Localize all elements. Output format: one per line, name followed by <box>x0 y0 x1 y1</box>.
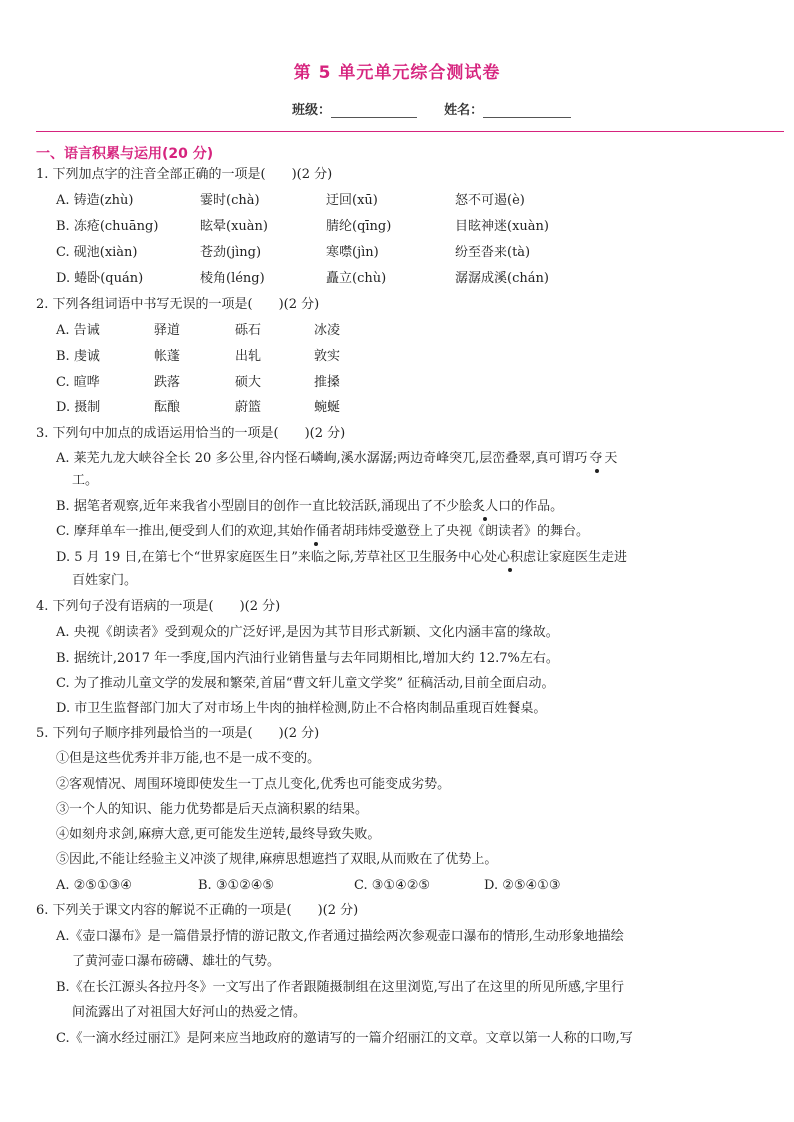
q3-option-a: A. 莱芜九龙大峡谷全长 20 多公里,谷内怪石嶙峋,溪水潺潺;两边奇峰突兀,层峦叠翠,真可谓巧夺天 <box>56 451 620 466</box>
q2-option: 蔚篮 <box>235 400 262 415</box>
q5-sentence: ④如刻舟求剑,麻痹大意,更可能发生逆转,最终导致失败。 <box>56 827 381 842</box>
header-divider <box>36 131 784 132</box>
q3-option-d: D. 5 月 19 日,在第七个“世界家庭医生日”来临之际,芳草社区卫生服务中心处心积虑让家庭医生走进 <box>56 550 628 565</box>
q5-option: B. ③①②④⑤ <box>198 878 275 893</box>
q2-option: 砾石 <box>235 323 262 338</box>
q2-option: 酝酿 <box>154 400 181 415</box>
q2-option: 硕大 <box>235 375 262 390</box>
q1-option: 棱角(léng) <box>200 271 265 286</box>
q1-stem: 1. 下列加点字的注音全部正确的一项是( )(2 分) <box>36 167 333 182</box>
q6-option-c: C.《一滴水经过丽江》是阿来应当地政府的邀请写的一篇介绍丽江的文章。文章以第一人称的口吻,写 <box>56 1031 633 1046</box>
q1-option: 腈纶(qīng) <box>326 219 392 234</box>
class-blank[interactable] <box>331 103 417 118</box>
emphasis-dots: 脍炙人口 <box>459 499 512 514</box>
q6-option-a-cont: 了黄河壶口瀑布磅礴、雄壮的气势。 <box>72 954 281 969</box>
class-label: 班级： <box>292 103 332 118</box>
q6-option-b: B.《在长江源头各拉丹冬》一文写出了作者跟随摄制组在这里浏览,写出了在这里的所见所感,字里行 <box>56 980 624 995</box>
q1-option: 眩晕(xuàn) <box>200 219 268 234</box>
q5-option: D. ②⑤④①③ <box>484 878 561 893</box>
q1-option: 纷至沓来(tà) <box>455 245 531 260</box>
q2-option: 跌落 <box>154 375 181 390</box>
q5-stem: 5. 下列句子顺序排列最恰当的一项是( )(2 分) <box>36 726 320 741</box>
q2-option: 驿道 <box>154 323 181 338</box>
q1-option: 迂回(xū) <box>326 193 378 208</box>
q1-option: 霎时(chà) <box>200 193 260 208</box>
q1-option: 目眩神迷(xuàn) <box>455 219 549 234</box>
q1-option: 怒不可遏(è) <box>455 193 525 208</box>
q2-stem: 2. 下列各组词语中书写无误的一项是( )(2 分) <box>36 297 320 312</box>
q5-option: C. ③①④②⑤ <box>354 878 431 893</box>
q2-option: 出轧 <box>235 349 262 364</box>
q1-option: A. 铸造(zhù) <box>56 193 134 208</box>
q4-option-b: B. 据统计,2017 年一季度,国内汽油行业销售量与去年同期相比,增加大约 12.7%左右。 <box>56 651 559 666</box>
q5-option: A. ②⑤①③④ <box>56 878 132 893</box>
page-title: 第 5 单元单元综合测试卷 <box>293 63 501 83</box>
q5-sentence: ⑤因此,不能让经验主义冲淡了规律,麻痹思想遮挡了双眼,从而败在了优势上。 <box>56 852 498 867</box>
q1-option: C. 砚池(xiàn) <box>56 245 138 260</box>
q3-option-b: B. 据笔者观察,近年来我省小型剧目的创作一直比较活跃,涌现出了不少脍炙人口的作品。 <box>56 499 564 514</box>
q2-option: 敦实 <box>314 349 341 364</box>
q2-option: D. 摄制 <box>56 400 101 415</box>
q1-option: 寒噤(jìn) <box>326 245 379 260</box>
q1-option: D. 蜷卧(quán) <box>56 271 144 286</box>
q3-option-d-cont: 百姓家门。 <box>72 573 138 588</box>
q6-option-a: A.《壶口瀑布》是一篇借景抒情的游记散文,作者通过描绘两次参观壶口瀑布的情形,生动形象地描绘 <box>56 929 624 944</box>
q2-option: 推搡 <box>314 375 341 390</box>
q6-option-b-cont: 间流露出了对祖国大好河山的热爱之情。 <box>72 1005 307 1020</box>
name-class-row <box>292 99 571 118</box>
q2-option: 帐蓬 <box>154 349 181 364</box>
q5-sentence: ①但是这些优秀并非万能,也不是一成不变的。 <box>56 751 321 766</box>
name-blank[interactable] <box>483 103 571 118</box>
emphasis-dots: 处心积虑 <box>484 550 537 565</box>
emphasis-dots: 始作俑者 <box>290 524 343 539</box>
q2-option: B. 虔诚 <box>56 349 100 364</box>
q5-sentence: ③一个人的知识、能力优势都是后天点滴积累的结果。 <box>56 802 369 817</box>
q4-option-c: C. 为了推动儿童文学的发展和繁荣,首届“曹文轩儿童文学奖” 征稿活动,目前全面启动。 <box>56 676 555 691</box>
q2-option: A. 告诫 <box>56 323 100 338</box>
q2-option: C. 暄哗 <box>56 375 100 390</box>
q4-option-a: A. 央视《朗读者》受到观众的广泛好评,是因为其节目形式新颖、文化内涵丰富的缘故。 <box>56 625 559 640</box>
q1-option: 潺潺成溪(chán) <box>455 271 549 286</box>
q4-option-d: D. 市卫生监督部门加大了对市场上牛肉的抽样检测,防止不合格肉制品重现百姓餐桌。 <box>56 701 547 716</box>
q1-option: B. 冻疮(chuāng) <box>56 219 159 234</box>
q2-option: 蜿蜒 <box>314 400 341 415</box>
q2-option: 冰凌 <box>314 323 341 338</box>
emphasis-dots: 巧夺天 <box>574 451 620 466</box>
name-label: 姓名： <box>444 103 484 118</box>
q3-option-c: C. 摩拜单车一推出,便受到人们的欢迎,其始作俑者胡玮炜受邀登上了央视《朗读者》的舞台。 <box>56 524 590 539</box>
q1-option: 矗立(chù) <box>326 271 387 286</box>
q3-option-a-cont: 工。 <box>72 473 99 488</box>
q6-stem: 6. 下列关于课文内容的解说不正确的一项是( )(2 分) <box>36 903 359 918</box>
q5-sentence: ②客观情况、周围环境即使发生一丁点儿变化,优秀也可能变成劣势。 <box>56 777 451 792</box>
q3-stem: 3. 下列句中加点的成语运用恰当的一项是( )(2 分) <box>36 426 346 441</box>
section-heading: 一、语言积累与运用(20 分) <box>36 146 214 162</box>
q4-stem: 4. 下列句子没有语病的一项是( )(2 分) <box>36 599 281 614</box>
q1-option: 苍劲(jìng) <box>200 245 262 260</box>
